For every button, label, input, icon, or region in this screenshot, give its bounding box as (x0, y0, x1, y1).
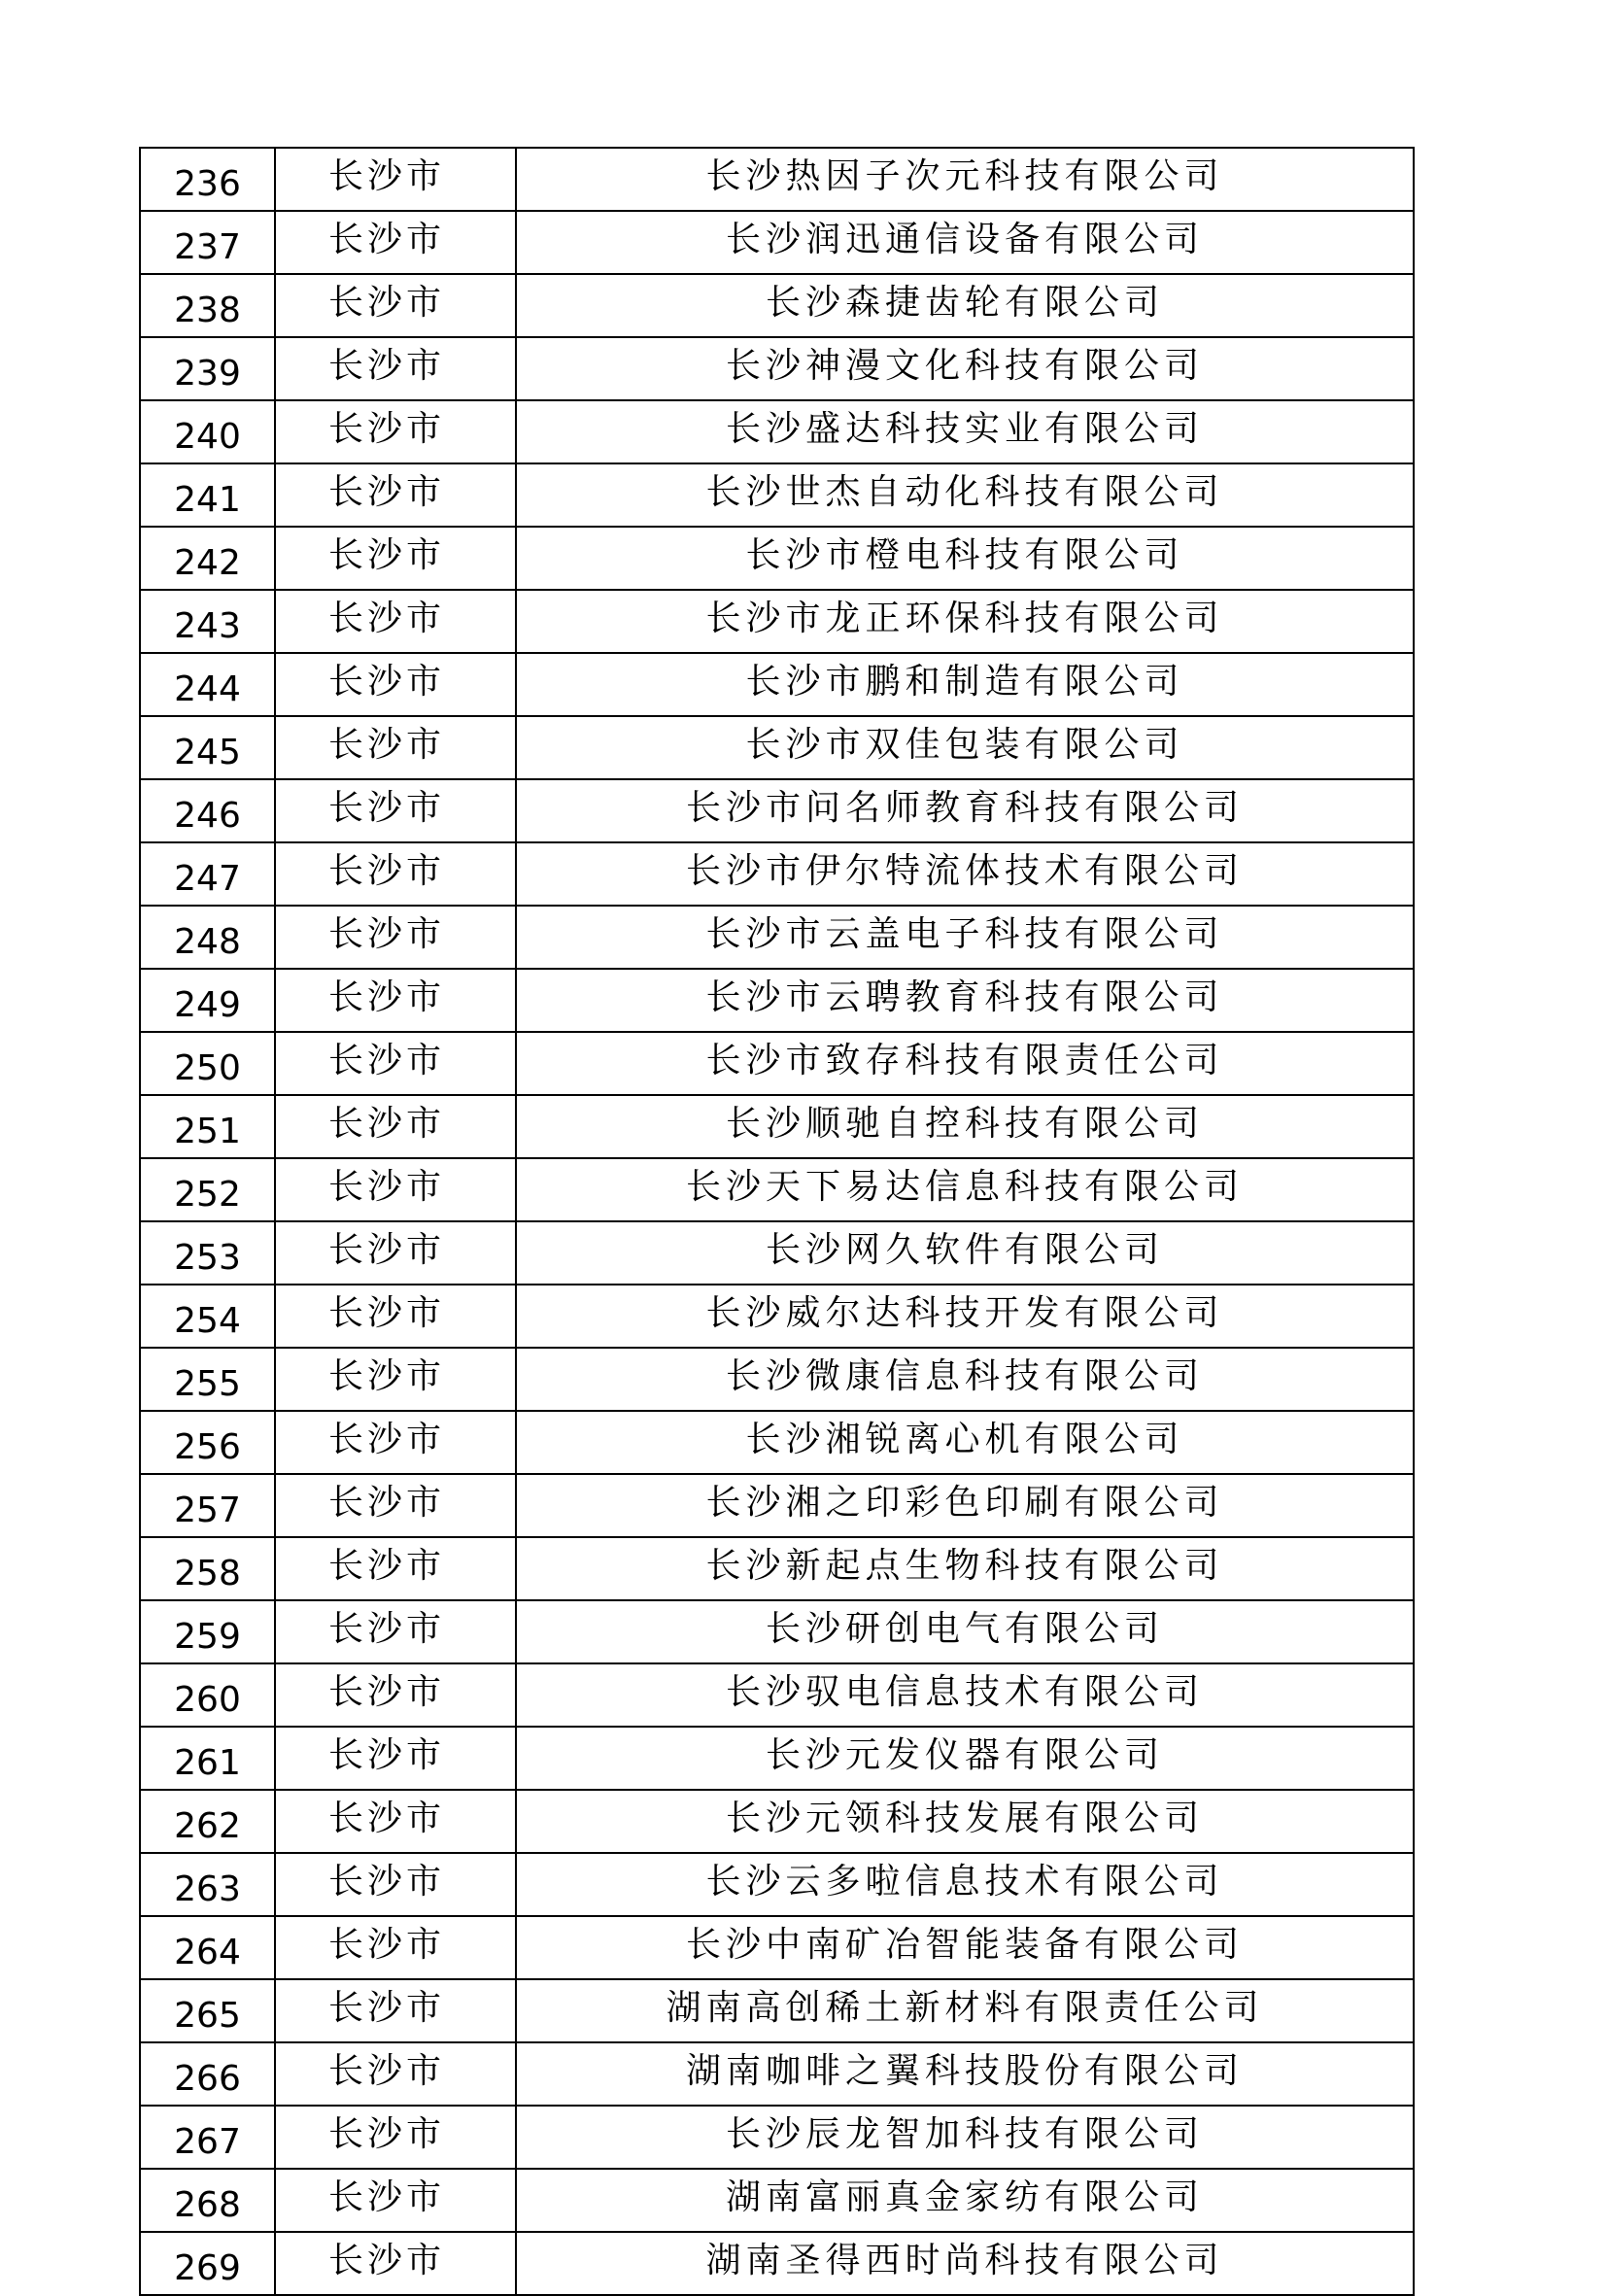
company-name-cell: 长沙驭电信息技术有限公司 (516, 1663, 1414, 1727)
company-name-cell: 长沙神漫文化科技有限公司 (516, 337, 1414, 400)
city-cell: 长沙市 (275, 842, 516, 906)
company-name-cell: 长沙微康信息科技有限公司 (516, 1348, 1414, 1411)
row-number-cell: 255 (140, 1348, 275, 1411)
row-number-cell: 237 (140, 211, 275, 274)
company-name-cell: 湖南咖啡之翼科技股份有限公司 (516, 2042, 1414, 2106)
company-name-cell: 长沙森捷齿轮有限公司 (516, 274, 1414, 337)
city-cell: 长沙市 (275, 2232, 516, 2295)
company-name-cell: 长沙润迅通信设备有限公司 (516, 211, 1414, 274)
city-cell: 长沙市 (275, 1474, 516, 1537)
city-cell: 长沙市 (275, 2169, 516, 2232)
company-name-cell: 长沙湘之印彩色印刷有限公司 (516, 1474, 1414, 1537)
city-cell: 长沙市 (275, 1221, 516, 1285)
company-name-cell: 长沙天下易达信息科技有限公司 (516, 1158, 1414, 1221)
city-cell: 长沙市 (275, 463, 516, 527)
row-number-cell: 246 (140, 779, 275, 842)
row-number-cell: 254 (140, 1285, 275, 1348)
table-row (140, 400, 1414, 463)
table-row (140, 2232, 1414, 2295)
city-cell: 长沙市 (275, 1663, 516, 1727)
table-row (140, 716, 1414, 779)
city-cell: 长沙市 (275, 1095, 516, 1158)
company-name-cell: 长沙湘锐离心机有限公司 (516, 1411, 1414, 1474)
table-row (140, 1221, 1414, 1285)
city-cell: 长沙市 (275, 653, 516, 716)
table-row (140, 1032, 1414, 1095)
table-row (140, 274, 1414, 337)
city-cell: 长沙市 (275, 779, 516, 842)
row-number-cell: 249 (140, 969, 275, 1032)
company-name-cell: 长沙世杰自动化科技有限公司 (516, 463, 1414, 527)
table-row (140, 779, 1414, 842)
city-cell: 长沙市 (275, 1979, 516, 2042)
company-name-cell: 长沙市橙电科技有限公司 (516, 527, 1414, 590)
table-row (140, 1727, 1414, 1790)
company-name-cell: 长沙辰龙智加科技有限公司 (516, 2106, 1414, 2169)
table-row (140, 2169, 1414, 2232)
city-cell: 长沙市 (275, 716, 516, 779)
table-row (140, 653, 1414, 716)
row-number-cell: 258 (140, 1537, 275, 1600)
city-cell: 长沙市 (275, 527, 516, 590)
city-cell: 长沙市 (275, 1727, 516, 1790)
row-number-cell: 264 (140, 1916, 275, 1979)
table-row (140, 1348, 1414, 1411)
row-number-cell: 241 (140, 463, 275, 527)
table-row (140, 969, 1414, 1032)
table-row (140, 590, 1414, 653)
company-name-cell: 长沙新起点生物科技有限公司 (516, 1537, 1414, 1600)
table-row (140, 1979, 1414, 2042)
company-name-cell: 长沙研创电气有限公司 (516, 1600, 1414, 1663)
row-number-cell: 269 (140, 2232, 275, 2295)
company-name-cell: 湖南高创稀土新材料有限责任公司 (516, 1979, 1414, 2042)
row-number-cell: 265 (140, 1979, 275, 2042)
row-number-cell: 253 (140, 1221, 275, 1285)
row-number-cell: 236 (140, 148, 275, 211)
city-cell: 长沙市 (275, 1916, 516, 1979)
row-number-cell: 238 (140, 274, 275, 337)
table-row (140, 1790, 1414, 1853)
city-cell: 长沙市 (275, 211, 516, 274)
row-number-cell: 239 (140, 337, 275, 400)
city-cell: 长沙市 (275, 337, 516, 400)
row-number-cell: 266 (140, 2042, 275, 2106)
row-number-cell: 260 (140, 1663, 275, 1727)
city-cell: 长沙市 (275, 1537, 516, 1600)
row-number-cell: 240 (140, 400, 275, 463)
city-cell: 长沙市 (275, 1032, 516, 1095)
table-row (140, 463, 1414, 527)
table-row (140, 2106, 1414, 2169)
company-name-cell: 长沙市鹏和制造有限公司 (516, 653, 1414, 716)
row-number-cell: 247 (140, 842, 275, 906)
company-name-cell: 长沙市问名师教育科技有限公司 (516, 779, 1414, 842)
row-number-cell: 250 (140, 1032, 275, 1095)
city-cell: 长沙市 (275, 1348, 516, 1411)
city-cell: 长沙市 (275, 2042, 516, 2106)
table-row (140, 1158, 1414, 1221)
city-cell: 长沙市 (275, 1285, 516, 1348)
city-cell: 长沙市 (275, 274, 516, 337)
company-name-cell: 长沙顺驰自控科技有限公司 (516, 1095, 1414, 1158)
company-name-cell: 长沙市双佳包装有限公司 (516, 716, 1414, 779)
row-number-cell: 243 (140, 590, 275, 653)
company-list-table (139, 147, 1415, 2296)
row-number-cell: 242 (140, 527, 275, 590)
city-cell: 长沙市 (275, 1158, 516, 1221)
table-row (140, 2042, 1414, 2106)
company-name-cell: 长沙热因子次元科技有限公司 (516, 148, 1414, 211)
table-row (140, 1853, 1414, 1916)
row-number-cell: 257 (140, 1474, 275, 1537)
table-row (140, 1916, 1414, 1979)
company-name-cell: 湖南圣得西时尚科技有限公司 (516, 2232, 1414, 2295)
company-name-cell: 长沙云多啦信息技术有限公司 (516, 1853, 1414, 1916)
city-cell: 长沙市 (275, 2106, 516, 2169)
row-number-cell: 245 (140, 716, 275, 779)
table-row (140, 337, 1414, 400)
row-number-cell: 248 (140, 906, 275, 969)
city-cell: 长沙市 (275, 400, 516, 463)
table-row (140, 906, 1414, 969)
city-cell: 长沙市 (275, 148, 516, 211)
city-cell: 长沙市 (275, 1790, 516, 1853)
city-cell: 长沙市 (275, 590, 516, 653)
row-number-cell: 252 (140, 1158, 275, 1221)
company-name-cell: 长沙威尔达科技开发有限公司 (516, 1285, 1414, 1348)
company-name-cell: 湖南富丽真金家纺有限公司 (516, 2169, 1414, 2232)
row-number-cell: 256 (140, 1411, 275, 1474)
table-row (140, 527, 1414, 590)
company-name-cell: 长沙元领科技发展有限公司 (516, 1790, 1414, 1853)
company-name-cell: 长沙中南矿冶智能装备有限公司 (516, 1916, 1414, 1979)
city-cell: 长沙市 (275, 1411, 516, 1474)
table-row (140, 1663, 1414, 1727)
row-number-cell: 259 (140, 1600, 275, 1663)
company-name-cell: 长沙市致存科技有限责任公司 (516, 1032, 1414, 1095)
company-name-cell: 长沙市龙正环保科技有限公司 (516, 590, 1414, 653)
company-name-cell: 长沙市云聘教育科技有限公司 (516, 969, 1414, 1032)
city-cell: 长沙市 (275, 1853, 516, 1916)
company-name-cell: 长沙元发仪器有限公司 (516, 1727, 1414, 1790)
row-number-cell: 244 (140, 653, 275, 716)
company-name-cell: 长沙盛达科技实业有限公司 (516, 400, 1414, 463)
row-number-cell: 261 (140, 1727, 275, 1790)
row-number-cell: 267 (140, 2106, 275, 2169)
row-number-cell: 262 (140, 1790, 275, 1853)
table-row (140, 1474, 1414, 1537)
table-row (140, 1285, 1414, 1348)
company-name-cell: 长沙网久软件有限公司 (516, 1221, 1414, 1285)
city-cell: 长沙市 (275, 906, 516, 969)
row-number-cell: 268 (140, 2169, 275, 2232)
row-number-cell: 251 (140, 1095, 275, 1158)
table-row (140, 211, 1414, 274)
company-name-cell: 长沙市云盖电子科技有限公司 (516, 906, 1414, 969)
row-number-cell: 263 (140, 1853, 275, 1916)
city-cell: 长沙市 (275, 1600, 516, 1663)
table-row (140, 1411, 1414, 1474)
company-name-cell: 长沙市伊尔特流体技术有限公司 (516, 842, 1414, 906)
table-row (140, 1095, 1414, 1158)
table-row (140, 842, 1414, 906)
table-row (140, 1600, 1414, 1663)
table-row (140, 148, 1414, 211)
table-row (140, 1537, 1414, 1600)
city-cell: 长沙市 (275, 969, 516, 1032)
company-list-body (140, 148, 1414, 2295)
